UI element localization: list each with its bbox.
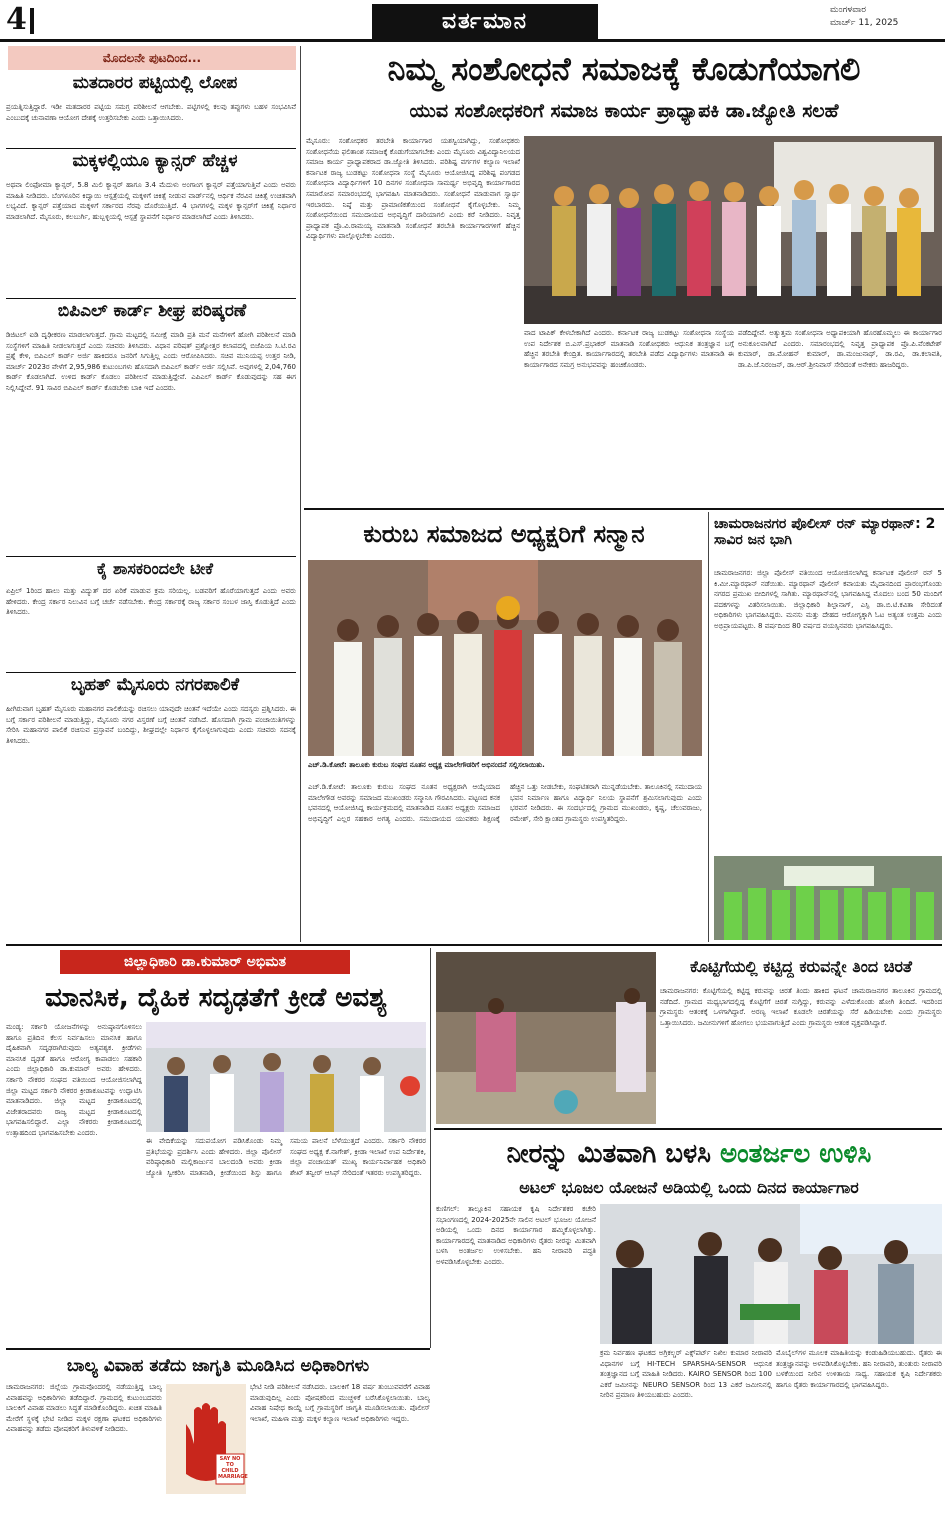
top-story-subhead: ಯುವ ಸಂಶೋಧಕರಿಗೆ ಸಮಾಜ ಕಾರ್ಯ ಪ್ರಾಧ್ಯಾಪಕಿ ಡಾ.ಜ್ಯೋತಿ ಸಲಹೆ [409, 100, 839, 122]
stamp-text: SAY NO TO CHILD MARRIAGE [218, 1456, 248, 1480]
headline-water [436, 1134, 942, 1174]
workshop-photo-icon [600, 1204, 942, 1344]
column-rule [708, 512, 709, 942]
headline-child-marriage: ಬಾಲ್ಯ ವಿವಾಹ ತಡೆದು ಜಾಗೃತಿ ಮೂಡಿಸಿದ ಅಧಿಕಾರಿಗಳು [66, 1356, 370, 1376]
article-water-2: ಕ್ರಮ ನಿರ್ವಹಣ ಘಟಕದ ಅಗ್ರಿಕಲ್ಚರ್ ಎಕ್ಸ್‌ಪರ್ಟ್ ನಿಖಿಲ ಕುಮಾರ ನೀರಾವರಿ ವಿಧಾನಗಳ ಬಗ್ಗೆ HI-TECH SPARSHA-SENSOR ಆಧುನಿಕ ತಂತ್ರಜ್ಞಾನದ ಬಗ್ಗೆ ಮಾಹಿತಿ ನೀಡಿದರು. KAIRO SENSOR ರಿಂದ 100 ಎಕರೆ ಜಮೀನನ್ನು NEURO SENSOR ರಿಂದ 13 ಎಕರೆ ಜಮೀನಿನಲ್ಲಿ ನೀರಿನ ಪ್ರಮಾಣ ತಿಳಿಯಬಹುದು ಎಂದರು. [600, 1349, 772, 1400]
article-voter-list: ಪ್ರಯತ್ನಿಸುತ್ತಿದ್ದಾರೆ. ಇಡೀ ಮತದಾರರ ಪಟ್ಟಿಯ ಸಮಗ್ರ ಪರಿಶೀಲನೆ ಆಗಬೇಕು. ಪಟ್ಟಿಗಳಲ್ಲಿ ಕಲವು ತಪ್ಪುಗಳು ಬಹಳ ಸಂಭವಿಸಿವೆ ಎಂಬುದಕ್ಕೆ ಚುನಾವಣಾ ಆಯೋಗ ದೇಶಕ್ಕೆ ಉತ್ತರಿಸಬೇಕು ಎಂದು ಒತ್ತಾಯಿಸಿದರು. [6, 103, 296, 122]
date: ಮಾರ್ಚ್ 11, 2025 [830, 18, 899, 28]
headline-water-part1: ನೀರನ್ನು ಮಿತವಾಗಿ ಬಳಸಿ [506, 1139, 711, 1169]
article-bpl-card: ಡಿಜಿಟಲ್ ಐಡಿ ದೃಢೀಕರಣ ಮಾಡಲಾಗುತ್ತದೆ. ಗ್ರಾಮ ಮಟ್ಟದಲ್ಲಿ ಸಮೀಕ್ಷೆ ಮಾಡಿ ಪ್ರತಿ ಮನೆ ಮನೆಗಳಿಗೆ ಹೋಗಿ ಪರಿಶೀಲನೆ ಮಾಡಿ ಸಂಸ್ಥೆಗಳಿಗೆ ಮಾಹಿತಿ ನೀಡಲಾಗುತ್ತದೆ ಎಂದು ಸಚಿವರು ತಿಳಿಸಿದರು. ವಿಧಾನ ಪರಿಷತ್ ಪ್ರಶ್ನೋತ್ತರ ಕಲಾಪದಲ್ಲಿ ಬಿಜೆಪಿಯ ಸಿ.ಟಿ.ರವಿ ಪ್ರಶ್ನೆ ಕೇಳಿ, ಬಿಪಿಎಲ್ ಕಾರ್ಡ್ ಅರ್ಜಿ ಹಾಕಿದರೂ ಜನರಿಗೆ ಸಿಗುತ್ತಿಲ್ಲ ಎಂದು ಆರೋಪಿಸಿದರು. ಸಚಿವ ಮುನಿಯಪ್ಪ ಉತ್ತರ ನೀಡಿ, ಮಾರ್ಚ್ 2023ರ ವೇಳೆಗೆ 2,95,986 ಕುಟುಂಬಗಳು ಹೊಸದಾಗಿ ಬಿಪಿಎಲ್ ಕಾರ್ಡ್ ಅರ್ಜಿ ಸಲ್ಲಿಸಿವೆ. ಅವುಗಳಲ್ಲಿ 2,04,760 ಕಾರ್ಡ್ ಕೊಡಲಾಗಿದೆ. ಉಳಿದ ಕಾರ್ಡ್ ಕೊಡಲು ಪರಿಶೀಲನೆ ಮಾಡುತ್ತಿದ್ದೇವೆ. ಎಪಿಎಲ್ ಕಾರ್ಡ್ ಕೊಡುವುದನ್ನು ಸಹ ಈಗ ನಿಲ್ಲಿಸಿದ್ದೇವೆ. 91 ಸಾವಿರ ಬಿಪಿಎಲ್ ಕಾರ್ಡ್ ಕೊಡಬೇಕು ಬಾಕಿ ಇದೆ ಎಂದರು. [6, 331, 296, 392]
headline-sports: ಮಾನಸಿಕ, ದೈಹಿಕ ಸದೃಢತೆಗೆ ಕ್ರೀಡೆ ಅವಶ್ಯ [45, 983, 387, 1013]
leopard-photo [436, 952, 656, 1124]
divider [6, 148, 296, 149]
article-child-marriage-1: ಚಾಮರಾಜನಗರ: ಜಿಲ್ಲೆಯ ಗ್ರಾಮವೊಂದರಲ್ಲಿ ನಡೆಯುತ್ತಿದ್ದ ಬಾಲ್ಯ ವಿವಾಹವನ್ನು ಅಧಿಕಾರಿಗಳು ತಡೆದಿದ್ದಾರೆ. ಗ್ರಾಮದಲ್ಲಿ ಕುಟುಂಬದವರು ಬಾಲಕಿಗೆ ವಿವಾಹ ಮಾಡಲು ಸಿದ್ಧತೆ ಮಾಡಿಕೊಂಡಿದ್ದರು. ಖಚಿತ ಮಾಹಿತಿ ಮೇರೆಗೆ ಸ್ಥಳಕ್ಕೆ ಭೇಟಿ ನೀಡಿದ ಮಕ್ಕಳ ರಕ್ಷಣಾ ಘಟಕದ ಅಧಿಕಾರಿಗಳು ವಿವಾಹವನ್ನು ತಡೆದು ಪೋಷಕರಿಗೆ ತಿಳುವಳಿಕೆ ನೀಡಿದರು. [6, 1383, 162, 1434]
column-rule [430, 948, 431, 1348]
sports-tag: ಜಿಲ್ಲಾಧಿಕಾರಿ ಡಾ.ಕುಮಾರ್ ಅಭಿಮತ [60, 950, 350, 974]
kuruba-photo [308, 560, 702, 756]
cattle-shed-photo-icon [436, 952, 656, 1124]
child-marriage-stamp [166, 1384, 246, 1494]
article-sports-1: ಮಂಡ್ಯ: ಸರ್ಕಾರಿ ಯೋಜನೆಗಳನ್ನು ಅನುಷ್ಠಾನಗೊಳಿಸಲು ಹಾಗೂ ಪ್ರತಿದಿನ ಕೆಲಸ ನಿರ್ವಹಿಸಲು ಮಾನಸಿಕ ಹಾಗೂ ದೈಹಿಕವಾಗಿ ಸದೃಢರಾಗಿರುವುದು ಅತ್ಯವಶ್ಯಕ. ಕ್ರೀಡೆಗಳು ಮಾನಸಿಕ ದೃಢತೆ ಹಾಗೂ ಆರೋಗ್ಯ ಕಾಪಾಡಲು ಸಹಕಾರಿ ಎಂದು ಜಿಲ್ಲಾಧಿಕಾರಿ ಡಾ.ಕುಮಾರ್ ಅವರು ಹೇಳಿದರು. ಸರ್ಕಾರಿ ನೌಕರರ ಸಂಘದ ವತಿಯಿಂದ ಆಯೋಜಿಸಲಾಗಿದ್ದ ಜಿಲ್ಲಾ ಮಟ್ಟದ ಸರ್ಕಾರಿ ನೌಕರರ ಕ್ರೀಡಾಕೂಟವನ್ನು ಉದ್ಘಾಟಿಸಿ ಮಾತನಾಡಿದರು. ಜಿಲ್ಲಾ ಮಟ್ಟದ ಕ್ರೀಡಾಕೂಟದಲ್ಲಿ ವಿಜೇತರಾದವರು ರಾಜ್ಯ ಮಟ್ಟದ ಕ್ರೀಡಾಕೂಟದಲ್ಲಿ ಭಾಗವಹಿಸಲಿದ್ದಾರೆ. ಎಲ್ಲಾ ನೌಕರರು ಕ್ರೀಡಾಕೂಟದಲ್ಲಿ ಉತ್ಸಾಹದಿಂದ ಭಾಗವಹಿಸಬೇಕು ಎಂದರು. [6, 1023, 142, 1137]
divider [6, 298, 296, 299]
top-story-body-2: ವಾದ ಟಾಪಿಕ್ ಕೇಳಬೇಕಾಗಿದೆ ಎಂದರು. ಕರ್ನಾಟಕ ರಾಜ್ಯ ಬುಡಕಟ್ಟು ಸಂಶೋಧನಾ ಸಂಸ್ಥೆಯ ಉಪ ನಿರ್ದೇಶಕ ಬಿ.ಎಸ್.ಪ್ರಭಾಕರ್ ಮಾತನಾಡಿ ಸಂಶೋಧಕರು ಆಧುನಿಕ ತಂತ್ರಜ್ಞಾನ ಬಗ್ಗೆ ಹೆಚ್ಚಿನ ತರಬೇತಿ ಕೇಂದ್ರಿತ. ಕಾರ್ಯಾಗಾರದಲ್ಲಿ ತರಬೇತಿ ಪಡೆದ ವಿದ್ಯಾರ್ಥಿಗಳು ಮಾತನಾಡಿ ಈ ಕಾರ್ಯಾಗಾರದ ಸಮಗ್ರ ಅನುಭವವನ್ನು ಹಂಚಿಕೊಂಡರು. [524, 329, 734, 369]
article-criticism: ಏಪ್ರಿಲ್ 1ರಿಂದ ಹಾಲು ಮತ್ತು ವಿದ್ಯುತ್ ದರ ಏರಿಕೆ ಮಾಡುವ ಕ್ರಮ ಸರಿಯಲ್ಲ. ಬಡವರಿಗೆ ಹೊರೆಯಾಗುತ್ತದೆ ಎಂದು ಅವರು ಹೇಳಿದರು. ಕೇಂದ್ರ ಸರ್ಕಾರ ನಿಲುವಿನ ಬಗ್ಗೆ ಚರ್ಚೆ ನಡೆಸಬೇಕು. ಕೇಂದ್ರ ಸರ್ಕಾರಕ್ಕೆ ರಾಜ್ಯ ಸರ್ಕಾರ ಸಂಬಳ ಜಾಸ್ತಿ ಕೊಡುತ್ತಿದೆ ಎಂದು ತಿಳಿಸಿದರು. [6, 587, 296, 617]
continued-label: ಮೊದಲನೇ ಪುಟದಿಂದ... [8, 46, 296, 70]
masthead-divider [30, 8, 34, 34]
police-run-photo [714, 856, 942, 940]
divider [6, 556, 296, 557]
headline-bpl-card: ಬಿಪಿಎಲ್ ಕಾರ್ಡ್ ಶೀಘ್ರ ಪರಿಷ್ಕರಣೆ [57, 301, 247, 321]
headline-leopard: ಕೊಟ್ಟಿಗೆಯಲ್ಲಿ ಕಟ್ಟಿದ್ದ ಕರುವನ್ನೇ ತಿಂದ ಚಿರತೆ [689, 957, 913, 976]
day: ಮಂಗಳವಾರ [830, 5, 867, 15]
top-story-body-1: ಮೈಸೂರು: ಸಂಶೋಧಕರ ತರಬೇತಿ ಕಾರ್ಯಾಗಾರ ಯಶಸ್ವಿಯಾಗಿದ್ದು, ಸಂಶೋಧಕರು ಸಂಶೋಧನೆಯ ಫಲಿತಾಂಶ ಸಮಾಜಕ್ಕೆ ಕೊಡುಗೆಯಾಗಬೇಕು ಎಂದು ಮೈಸೂರು ವಿಶ್ವವಿದ್ಯಾನಿಲಯದ ಸಮಾಜ ಕಾರ್ಯ ಪ್ರಾಧ್ಯಾಪಕರಾದ ಡಾ.ಜ್ಯೋತಿ ತಿಳಿಸಿದರು. ಪರಿಶಿಷ್ಟ ವರ್ಗಗಳ ಕಲ್ಯಾಣ ಇಲಾಖೆ ಕರ್ನಾಟಕ ರಾಜ್ಯ ಬುಡಕಟ್ಟು ಸಂಶೋಧನಾ ಸಂಸ್ಥೆ ಮೈಸೂರು ಆಯೋಜಿಸಿದ್ದ ಪರಿಶಿಷ್ಟ ಪಂಗಡದ ಸಂಶೋಧನಾ ವಿದ್ಯಾರ್ಥಿಗಳಿಗೆ 10 ದಿನಗಳ ಸಂಶೋಧನಾ ಸಾಮರ್ಥ್ಯ ಅಭಿವೃದ್ಧಿ ಕಾರ್ಯಾಗಾರದ ಸಮಾರೋಪ ಸಮಾರಂಭದಲ್ಲಿ ಭಾಗವಹಿಸಿ ಮಾತನಾಡಿದರು. ಸಂಶೋಧನೆ ಮಾಡುವಾಗ ಸ್ವಾರ್ಥ ಇರಬಾರದು. ನಿಷ್ಠೆ ಮತ್ತು ಪ್ರಾಮಾಣಿಕತೆಯಿಂದ ಸಂಶೋಧನೆ ಕೈಗೊಳ್ಳಬೇಕು. ನಿಮ್ಮ ಸಂಶೋಧನೆಯಿಂದ ಸಮುದಾಯದ ಅಭಿವೃದ್ಧಿಗೆ ದಾರಿಯಾಗಲಿ ಎಂದು ಕರೆ ನೀಡಿದರು. ನಿವೃತ್ತ ಪ್ರಾಧ್ಯಾಪಕ ಪ್ರೊ.ವಿ.ರಾಮಯ್ಯ ಮಾತನಾಡಿ ಸಂಶೋಧನೆ ತರಬೇತಿ ಕಾರ್ಯಾಗಾರಗಳಿಗೆ ಹೆಚ್ಚಿನ ವಿದ್ಯಾರ್ಥಿಗಳು ಪಾಲ್ಗೊಳ್ಳಬೇಕು ಎಂದರು. [306, 137, 520, 241]
headline-mysuru-corp: ಬೃಹತ್ ಮೈಸೂರು ನಗರಪಾಲಿಕೆ [70, 675, 240, 695]
article-kuruba: ಎಚ್.ಡಿ.ಕೋಟೆ: ತಾಲೂಕು ಕುರುಬ ಸಂಘದ ನೂತನ ಅಧ್ಯಕ್ಷರಾಗಿ ಆಯ್ಕೆಯಾದ ಮಾಲೇಗೌಡ ಅವರನ್ನು ಸಮಾಜದ ಮುಖಂಡರು ಸನ್ಮಾನಿಸಿ ಗೌರವಿಸಿದರು. ಪಟ್ಟಣದ ಕನಕ ಭವನದಲ್ಲಿ ಆಯೋಜಿಸಿದ್ದ ಕಾರ್ಯಕ್ರಮದಲ್ಲಿ ಮಾತನಾಡಿದ ನೂತನ ಅಧ್ಯಕ್ಷರು ಸಮಾಜದ ಅಭಿವೃದ್ಧಿಗೆ ಎಲ್ಲರ ಸಹಕಾರ ಅಗತ್ಯ ಎಂದರು. ಸಮುದಾಯದ ಯುವಕರು ಶಿಕ್ಷಣಕ್ಕೆ ಹೆಚ್ಚಿನ ಒತ್ತು ನೀಡಬೇಕು, ಸಂಘಟಿತರಾಗಿ ಮುನ್ನಡೆಯಬೇಕು. ತಾಲೂಕಿನಲ್ಲಿ ಸಮುದಾಯ ಭವನ ನಿರ್ಮಾಣ ಹಾಗೂ ವಿದ್ಯಾರ್ಥಿ ನಿಲಯ ಸ್ಥಾಪನೆಗೆ ಶ್ರಮಿಸಲಾಗುವುದು ಎಂದು ಭರವಸೆ ನೀಡಿದರು. ಈ ಸಂದರ್ಭದಲ್ಲಿ ಗ್ರಾಮದ ಮುಖಂಡರು, ಕೃಷ್ಣ, ಚೆಲುವರಾಜು, ರಮೇಶ್, ಸೇರಿ ಕ್ಷಾಂತದ ಗ್ರಾಮಸ್ಥರು ಉಪಸ್ಥಿತರಿದ್ದರು. [308, 783, 702, 823]
section-rule [434, 1128, 942, 1130]
headline-kuruba: ಕುರುಬ ಸಮಾಜದ ಅಧ್ಯಕ್ಷರಿಗೆ ಸನ್ಮಾನ [363, 520, 645, 548]
kuruba-caption: ಎಚ್.ಡಿ.ಕೋಟೆ: ತಾಲೂಕು ಕುರುಬ ಸಂಘದ ನೂತನ ಅಧ್ಯಕ್ಷ ಮಾಲೇಗೌಡರಿಗೆ ಅಭಿನಂದನೆ ಸಲ್ಲಿಸಲಾಯಿತು. [308, 761, 545, 769]
article-water-1: ಕುಣಿಗಲ್: ತಾಲ್ಲೂಕಿನ ಸಹಾಯಕ ಕೃಷಿ ನಿರ್ದೇಶಕರ ಕಚೇರಿ ಸಭಾಂಗಣದಲ್ಲಿ 2024-2025ನೇ ಸಾಲಿನ ಅಟಲ್ ಭೂಜಲ ಯೋಜನೆ ಅಡಿಯಲ್ಲಿ ಒಂದು ದಿನದ ಕಾರ್ಯಾಗಾರ ಹಮ್ಮಿಕೊಳ್ಳಲಾಗಿತ್ತು. ಕಾರ್ಯಾಗಾರದಲ್ಲಿ ಮಾತನಾಡಿದ ಅಧಿಕಾರಿಗಳು ರೈತರು ನೀರನ್ನು ಮಿತವಾಗಿ ಬಳಸಿ ಅಂತರ್ಜಲ ಉಳಿಸಬೇಕು. ಹನಿ ನೀರಾವರಿ ಪದ್ಧತಿ ಅಳವಡಿಸಿಕೊಳ್ಳಬೇಕು ಎಂದರು. [436, 1205, 596, 1266]
article-water-3: ಮೊಬೈಲ್‌ಗಳ ಮೂಲಕ ಮಾಹಿತಿಯನ್ನು ಕಂಡುಹಿಡಿಯಬಹುದು. ರೈತರು ಈ ತಂತ್ರಜ್ಞಾನವನ್ನು ಅಳವಡಿಸಿಕೊಳ್ಳಬೇಕು. ಹನಿ ನೀರಾವರಿ, ತುಂತುರು ನೀರಾವರಿ ಬಳಕೆಯಿಂದ ನೀರಿನ ಉಳಿತಾಯ ಸಾಧ್ಯ. ಸಹಾಯಕ ಕೃಷಿ ನಿರ್ದೇಶಕರು ಹಾಗೂ ರೈತರು ಕಾರ್ಯಾಗಾರದಲ್ಲಿ ಭಾಗವಹಿಸಿದ್ದರು. [776, 1349, 942, 1389]
page-number: 4 [6, 2, 27, 37]
column-rule [300, 46, 301, 942]
section-rule [304, 508, 944, 510]
article-leopard: ಚಾಮರಾಜನಗರ: ಕೊಟ್ಟಿಗೆಯಲ್ಲಿ ಕಟ್ಟಿದ್ದ ಕರುವನ್ನು ಚಿರತೆ ತಿಂದು ಹಾಕಿದ ಘಟನೆ ಚಾಮರಾಜನಗರ ತಾಲೂಕಿನ ಗ್ರಾಮದಲ್ಲಿ ನಡೆದಿದೆ. ಗ್ರಾಮದ ಮಧ್ಯಭಾಗದಲ್ಲಿದ್ದ ಕೊಟ್ಟಿಗೆಗೆ ಚಿರತೆ ನುಗ್ಗಿದ್ದು, ಕರುವನ್ನು ಎಳೆದುಕೊಂಡು ಹೋಗಿ ತಿಂದಿದೆ. ಇದರಿಂದ ಗ್ರಾಮಸ್ಥರು ಆತಂಕಕ್ಕೆ ಒಳಗಾಗಿದ್ದಾರೆ. ಅರಣ್ಯ ಇಲಾಖೆ ಕೂಡಲೇ ಚಿರತೆಯನ್ನು ಸೆರೆ ಹಿಡಿಯಬೇಕು ಎಂದು ಗ್ರಾಮಸ್ಥರು ಒತ್ತಾಯಿಸಿದರು. ಜಮೀನುಗಳಿಗೆ ಹೋಗಲು ಭಯವಾಗುತ್ತಿದೆ ಎಂದು ಗ್ರಾಮಸ್ಥರು ಆತಂಕ ವ್ಯಕ್ತಪಡಿಸಿದ್ದಾರೆ. [660, 987, 942, 1027]
article-water-1b [436, 1354, 596, 1514]
article-mysuru-corp: ಹೀಗಿರುವಾಗ ಬೃಹತ್ ಮೈಸೂರು ಮಹಾನಗರ ಪಾಲಿಕೆಯನ್ನು ರಚಿಸಲು ಯಾವುದೇ ಚಿಂತನೆ ಇದೆಯೇ ಎಂದು ಸದಸ್ಯರು ಪ್ರಶ್ನಿಸಿದರು. ಈ ಬಗ್ಗೆ ಸರ್ಕಾರ ಪರಿಶೀಲನೆ ಮಾಡುತ್ತಿದ್ದು, ಮೈಸೂರು ನಗರ ವಿಸ್ತರಣೆ ಬಗ್ಗೆ ಚಿಂತನೆ ನಡೆಸಿದೆ. ಹೊಸದಾಗಿ ಗ್ರಾಮ ಪಂಚಾಯಿತಿಗಳನ್ನು ಸೇರಿಸಿ ಮಹಾನಗರ ಪಾಲಿಕೆ ರಚಿಸುವ ಪ್ರಸ್ತಾವನೆ ಬಂದಿದ್ದು, ಶೀಘ್ರದಲ್ಲೇ ನಿರ್ಧಾರ ಕೈಗೊಳ್ಳಲಾಗುವುದು ಎಂದು ಸಚಿವರು ಸದನಕ್ಕೆ ತಿಳಿಸಿದರು. [6, 705, 296, 745]
article-police-run: ಚಾಮರಾಜನಗರ: ಜಿಲ್ಲಾ ಪೊಲೀಸ್ ವತಿಯಿಂದ ಆಯೋಜಿಸಲಾಗಿದ್ದ ಕರ್ನಾಟಕ ಪೊಲೀಸ್ ರನ್ 5 ಕಿ.ಮೀ.ಮ್ಯಾರಥಾನ್ ನಡೆಯಿತು. ಮ್ಯಾರಥಾನ್ ಪೊಲೀಸ್ ಕವಾಯತು ಮೈದಾನದಿಂದ ಪ್ರಾರಂಭಗೊಂಡು ನಗರದ ಪ್ರಮುಖ ಬೀದಿಗಳಲ್ಲಿ ಸಾಗಿತು. ಮ್ಯಾರಥಾನ್‌ನಲ್ಲಿ ಭಾಗವಹಿಸಿದ್ದ ಮೊದಲು ಬಂದ 50 ಮಂದಿಗೆ ಪದಕಗಳನ್ನು ವಿತರಿಸಲಾಯಿತು. ಜಿಲ್ಲಾಧಿಕಾರಿ ಶಿಲ್ಪಾನಾಗ್, ಎಸ್ಪಿ ಡಾ.ಬಿ.ಟಿ.ಕವಿತಾ ಸೇರಿದಂತೆ ಅಧಿಕಾರಿಗಳು ಭಾಗವಹಿಸಿದ್ದರು. ಮನಸು ಮತ್ತು ದೇಹದ ಆರೋಗ್ಯಕ್ಕಾಗಿ ಓಟ ಅತ್ಯಂತ ಉತ್ತಮ ಎಂದು ಅಭಿಪ್ರಾಯಪಟ್ಟರು. 8 ವರ್ಷದಿಂದ 80 ವರ್ಷದ ವಯಸ್ಸಿನವರು ಭಾಗವಹಿಸಿದ್ದರು. [714, 569, 942, 630]
sports-event-photo-icon [146, 1022, 426, 1132]
masthead-date [830, 4, 898, 30]
water-photo [600, 1204, 942, 1344]
top-story-body-3: ಪಡೆದಿದ್ದೇವೆ. ಅತ್ಯುತ್ತಮ ಸಂಶೋಧನಾ ಅಧ್ಯಾಪಕಿಯಾಗಿ ಹೊರಹೊಮ್ಮಲು ಈ ಕಾರ್ಯಾಗಾರ ಅನುಕೂಲವಾಗಿದೆ ಎಂದರು. ಸಮಾರಂಭದಲ್ಲಿ ನಿವೃತ್ತ ಪ್ರಾಧ್ಯಾಪಕ ಪ್ರೊ.ಪಿ.ವೆಂಕಟೇಶ್ ಕುಮಾರ್, ಡಾ.ಮೋಹನ್ ಕುಮಾರ್, ಡಾ.ಮಂಜುನಾಥ್, ಡಾ.ರವಿ, ಡಾ.ಕಲಾವತಿ, ಡಾ.ಪಿ.ಜೆ.ನಿರಂಜನ್, ಡಾ.ಆರ್.ಶ್ರೀನಿವಾಸ್ ಸೇರಿದಂತೆ ಅನೇಕರು ಹಾಜರಿದ್ದರು. [738, 329, 942, 369]
headline-water-part2: ಅಂತರ್ಜಲ ಉಳಿಸಿ [720, 1139, 872, 1169]
top-story-headline: ನಿಮ್ಮ ಸಂಶೋಧನೆ ಸಮಾಜಕ್ಕೆ ಕೊಡುಗೆಯಾಗಲಿ [387, 50, 861, 88]
article-sports-2: ಈ ವೇದಿಕೆಯನ್ನು ಸದುಪಯೋಗ ಪಡಿಸಿಕೊಂಡು ನಿಮ್ಮ ಪ್ರತಿಭೆಯನ್ನು ಪ್ರದರ್ಶಿಸಿ ಎಂದು ಹೇಳಿದರು. ಜಿಲ್ಲಾ ಪೊಲೀಸ್ ವರಿಷ್ಠಾಧಿಕಾರಿ ಮಲ್ಲಿಕಾರ್ಜುನ ಬಾಲದಂಡಿ ಅವರು ಕ್ರೀಡಾ ಜ್ಯೋತಿ ಸ್ವೀಕರಿಸಿ ಮಾತನಾಡಿ, ಕ್ರೀಡೆಯಿಂದ ಶಿಸ್ತು ಹಾಗೂ ಸಮಯ ಪಾಲನೆ ಬೆಳೆಯುತ್ತದೆ ಎಂದರು. ಸರ್ಕಾರಿ ನೌಕರರ ಸಂಘದ ಅಧ್ಯಕ್ಷ ಕೆ.ನಾಗೇಶ್, ಕ್ರೀಡಾ ಇಲಾಖೆ ಉಪ ನಿರ್ದೇಶಕಿ, ಜಿಲ್ಲಾ ಪಂಚಾಯತ್ ಮುಖ್ಯ ಕಾರ್ಯನಿರ್ವಾಹಕ ಅಧಿಕಾರಿ ಶೇಖ್ ತನ್ವೀರ್ ಆಸಿಫ್ ಸೇರಿದಂತೆ ಇತರರು ಉಪಸ್ಥಿತರಿದ್ದರು. [146, 1137, 426, 1177]
headline-criticism: ಕೈ ಶಾಸಕರಿಂದಲೇ ಟೀಕೆ [96, 559, 214, 578]
section-rule [6, 944, 942, 946]
marathon-photo-icon [714, 856, 942, 940]
article-child-marriage-2: ಭೇಟಿ ನೀಡಿ ಪರಿಶೀಲನೆ ನಡೆಸಿದರು. ಬಾಲಕಿಗೆ 18 ವರ್ಷ ತುಂಬುವವರೆಗೆ ವಿವಾಹ ಮಾಡುವುದಿಲ್ಲ ಎಂದು ಪೋಷಕರಿಂದ ಮುಚ್ಚಳಿಕೆ ಬರೆಸಿಕೊಳ್ಳಲಾಯಿತು. ಬಾಲ್ಯ ವಿವಾಹ ನಿಷೇಧ ಕಾಯ್ದೆ ಬಗ್ಗೆ ಗ್ರಾಮಸ್ಥರಿಗೆ ಜಾಗೃತಿ ಮೂಡಿಸಲಾಯಿತು. ಪೊಲೀಸ್ ಇಲಾಖೆ, ಮಹಿಳಾ ಮತ್ತು ಮಕ್ಕಳ ಕಲ್ಯಾಣ ಇಲಾಖೆ ಅಧಿಕಾರಿಗಳು ಇದ್ದರು. [250, 1383, 430, 1423]
divider [6, 672, 296, 673]
sports-photo [146, 1022, 426, 1132]
felicitation-photo-icon [308, 560, 702, 756]
group-photo-icon [524, 136, 942, 324]
section-rule [6, 1348, 430, 1350]
subhead-water: ಅಟಲ್ ಭೂಜಲ ಯೋಜನೆ ಅಡಿಯಲ್ಲಿ ಒಂದು ದಿನದ ಕಾರ್ಯಾಗಾರ [519, 1178, 859, 1197]
top-story-photo [524, 136, 942, 324]
headline-voter-list: ಮತದಾರರ ಪಟ್ಟಿಯಲ್ಲಿ ಲೋಪ [72, 73, 238, 93]
headline-child-cancer: ಮಕ್ಕಳಲ್ಲಿಯೂ ಕ್ಯಾನ್ಸರ್ ಹೆಚ್ಚಳ [72, 151, 238, 171]
headline-police-run: ಚಾಮರಾಜನಗರ ಪೊಲೀಸ್ ರನ್ ಮ್ಯಾರಥಾನ್: 2 ಸಾವಿರ ಜನ ಭಾಗಿ [714, 516, 936, 549]
newspaper-title: ವರ್ತಮಾನ [372, 4, 598, 40]
article-child-cancer: ಅಥವಾ ಲಿಂಫೋಮಾ ಕ್ಯಾನ್ಸರ್, 5.8 ಮಿಲಿ ಕ್ಯಾನ್ಸರ್ ಹಾಗೂ 3.4 ಮೆದುಳು ಅಂಗಾಂಗ ಕ್ಯಾನ್ಸರ್ ಪತ್ತೆಯಾಗುತ್ತಿವೆ ಎಂದು ಅವರು ಮಾಹಿತಿ ನೀಡಿದರು. ಬೆಂಗಳೂರಿನ ಕಿದ್ವಾಯಿ ಆಸ್ಪತ್ರೆಯಲ್ಲಿ ಮಕ್ಕಳಿಗೆ ಚಿಕಿತ್ಸೆ ನೀಡುವ ವಾರ್ಡ್‌ನಲ್ಲಿ ಆರ್ಥಿಕ ನೆರವಿನ ಚಿಕಿತ್ಸೆ ಉಚಿತವಾಗಿ ಲಭ್ಯವಿದೆ. ಕ್ಯಾನ್ಸರ್ ಪತ್ತೆಯಾದ ಮಕ್ಕಳಿಗೆ ಸರ್ಕಾರದ ನೆರವು ದೊರೆಯುತ್ತಿದೆ. 4 ಭಾಗಗಳಲ್ಲಿ ಮಕ್ಕಳ ಕ್ಯಾನ್ಸರ್‌ಗೆ ಚಿಕಿತ್ಸೆ ನಿರ್ಧಾರ ಮಾಡಲಾಗಿದೆ. ಮೈಸೂರು, ಕಲಬುರ್ಗಿ, ಹುಬ್ಬಳ್ಳಿಯಲ್ಲಿ ಆಸ್ಪತ್ರೆ ಸ್ಥಾಪನೆಗೆ ನಿರ್ಧಾರ ಮಾಡಲಾಗಿದೆ ಎಂದು ತಿಳಿಸಿದರು. [6, 181, 296, 221]
